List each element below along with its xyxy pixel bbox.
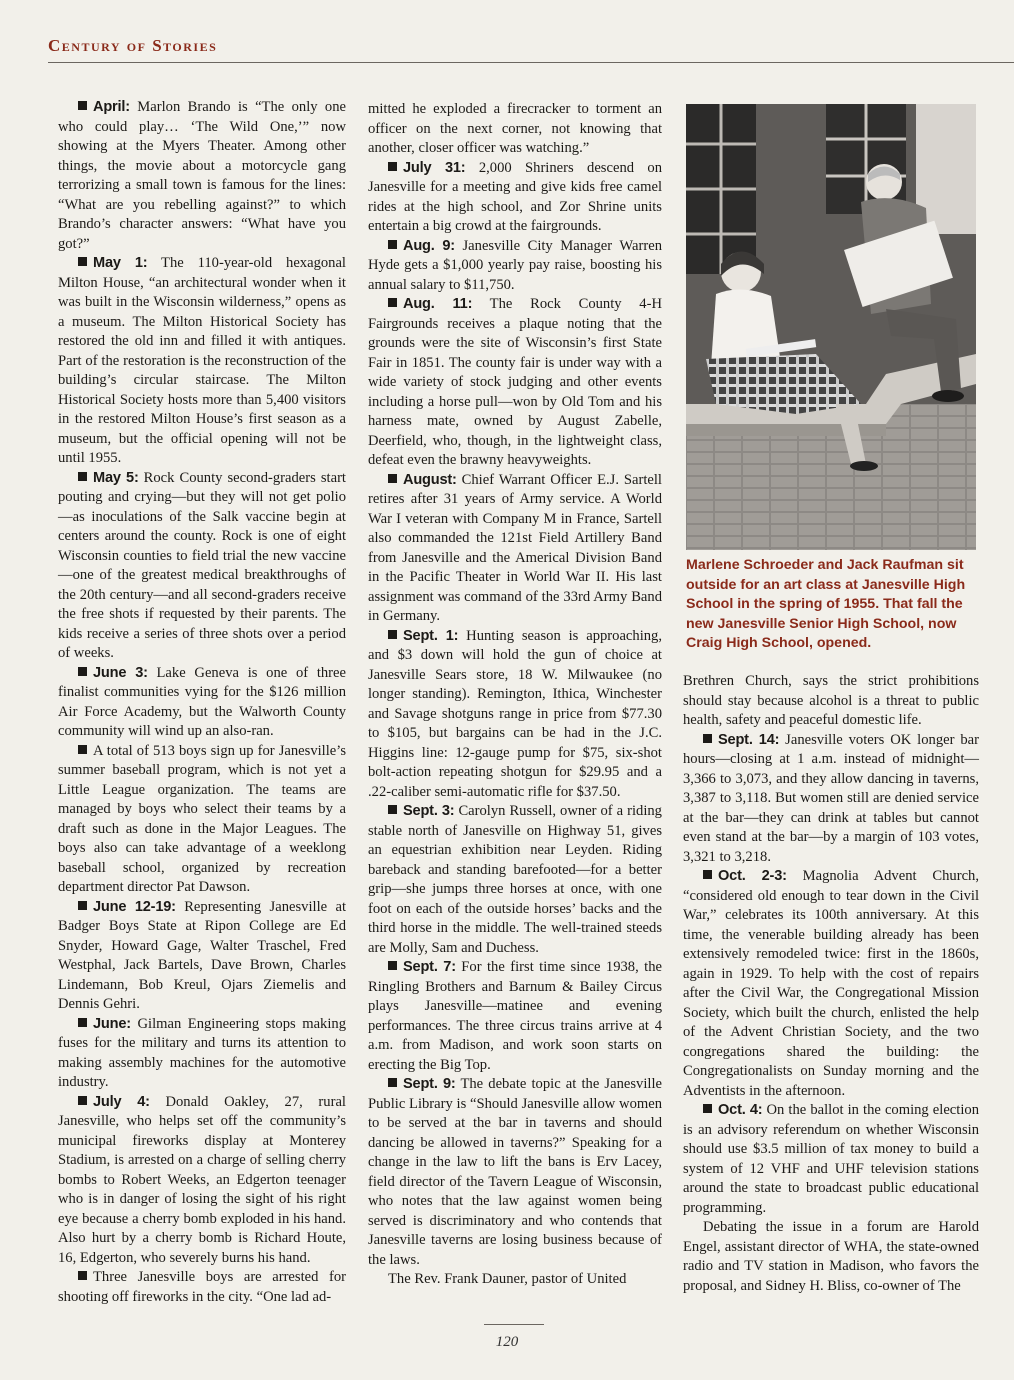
entry-text: Debating the issue in a forum are Harold Engel, assistant director of WHA, the state-owned radio and TV station in Madison, who favors the proposal, and Sidney H. Bliss, co-owner of The [683, 1219, 979, 1294]
article-paragraph [683, 672, 979, 731]
entry-text: Carolyn Russell, owner of a riding stable north of Janesville on Highway 51, gives an equestrian exhibition near Leyden. Riding bareback and standing barefooted—for a better grip—she jumps three horses at once, with one foot on each of the outside horses’ backs and the third horse in the middle. The well-trained steeds are Molly, Sam and Duchess. [368, 803, 662, 956]
entry-date: June 3: [93, 664, 148, 681]
article-paragraph [368, 958, 662, 1075]
entry-text: Chief Warrant Officer E.J. Sartell retires after 31 years of Army service. A World War I veteran with Company M in France, Sartell also commanded the 121st Field Artillery Band from Janesville and the Americal Division Band in the Pacific Theater in World War II. His last assignment was command of the 33rd Army Band in Germany. [368, 471, 662, 624]
bullet-square-icon [703, 1104, 712, 1113]
bullet-square-icon [388, 630, 397, 639]
entry-date: July 31: [403, 159, 466, 176]
entry-date: August: [403, 471, 457, 488]
entry-date: July 4: [93, 1093, 150, 1110]
entry-date: Sept. 1: [403, 627, 459, 644]
entry-text: Donald Oakley, 27, rural Janesville, who helps set off the community’s municipal fireworks display at Monterey Stadium, is arrested on a charge of selling cherry bombs to Robert Weeks, an Edgerton teenager who is in danger of losing the sight of his right eye because a cherry bomb exploded in his hand. Also hurt by a cherry bomb is Richard Houte, 16, Edgerton, who severely burns his hand. [58, 1093, 346, 1266]
entry-text: Representing Janesville at Badger Boys State at Ripon College are Ed Snyder, Howard Gage, Walter Traschel, Fred Westphal, Jack Bartels, Dave Brown, Charles Lindemann, Bob Kreul, Ojars Ziemelis and Dennis Gehri. [58, 898, 347, 1012]
bullet-square-icon [703, 870, 712, 879]
article-paragraph [683, 1101, 979, 1218]
header-rule [48, 62, 1014, 63]
bullet-square-icon [388, 162, 397, 171]
article-paragraph [58, 898, 346, 1015]
bullet-square-icon [78, 472, 87, 481]
article-paragraph [368, 159, 662, 237]
entry-text: The 110-year-old hexagonal Milton House, “an architectural wonder when it was built in the Wisconsin wilderness,” opens as a museum. The Milton Historical Society has restored the old inn and filled it with antiques. Part of the restoration is the reconstruction of the building’s circular staircase. The Milton Historical Society hosts more than 5,400 visitors in the restored Milton House’s first season as a museum, but the official opening will not be until 1955. [58, 255, 346, 466]
entry-text: mitted he exploded a firecracker to torment an officer on the next corner, not knowing that another, closer officer was watching.” [368, 101, 662, 156]
bullet-square-icon [388, 1078, 397, 1087]
bullet-square-icon [388, 805, 397, 814]
article-paragraph [368, 295, 662, 471]
bullet-square-icon [388, 240, 397, 249]
bullet-square-icon [78, 101, 87, 110]
article-paragraph [58, 1268, 346, 1307]
entry-text: Lake Geneva is one of three finalist communities vying for the $126 million Air Force Academy, but the Walworth County community will wind up an also-ran. [58, 664, 346, 739]
entry-text: Janesville voters OK longer bar hours—closing at 1 a.m. instead of midnight—3,366 to 3,073, and they allow dancing in taverns, 3,387 to 3,118. But women still are denied service at the bar—they can drink at tables but cannot even stand at the bar—by a margin of 103 votes, 3,321 to 3,218. [683, 731, 979, 865]
running-header: Century of Stories [48, 36, 218, 55]
entry-text: A total of 513 boys sign up for Janesville’s summer baseball program, which is not yet a Little League organization. The teams are managed by boys who select their teams by a draft such as done in the Major Leagues. The boys also can take advantage of a weeklong baseball school, organized by recreation department director Pat Dawson. [58, 742, 346, 895]
article-paragraph [683, 1218, 979, 1296]
entry-text: Three Janesville boys are arrested for shooting off fireworks in the city. “One lad ad- [58, 1269, 346, 1305]
entry-text: Marlon Brando is “The only one who could play… ‘The Wild One,’” now showing at the Myers Theater. Among other things, the movie about a motorcycle gang terrorizing a small town is famous for the lines: “What are you rebelling against?” to which Brando’s character answers: “What have you got?” [58, 99, 346, 252]
bullet-square-icon [388, 474, 397, 483]
bullet-square-icon [78, 667, 87, 676]
entry-date: Oct. 4: [718, 1102, 763, 1118]
entry-text: The debate topic at the Janesville Public Library is “Should Janesville allow women to be served at the bar in taverns and should dancing be allowed in taverns?” Speaking for a change in the law to lift the bans is Erv Lacey, field director of the Tavern League of Wisconsin, who notes that the law against women being served is discriminatory and who contends that Janesville taverns are losing business because of the laws. [368, 1076, 662, 1268]
article-paragraph [368, 1270, 662, 1290]
entry-date: May 5: [93, 469, 139, 486]
entry-date: Sept. 3: [403, 803, 455, 819]
article-paragraph [58, 1015, 346, 1093]
entry-date: Sept. 14: [718, 731, 780, 748]
page-number: 120 [495, 1334, 519, 1350]
entry-text: For the first time since 1938, the Ringling Brothers and Barnum & Bailey Circus plays Janesville—matinee and evening performances. The three circus trains arrive at 4 a.m. from Madison, and work soon starts on erecting the Big Top. [368, 959, 662, 1073]
bullet-square-icon [388, 961, 397, 970]
bullet-square-icon [78, 1018, 87, 1027]
entry-date: Oct. 2-3: [718, 868, 787, 884]
article-paragraph [58, 469, 346, 664]
entry-text: Janesville City Manager Warren Hyde gets a $1,000 yearly pay raise, boosting his annual salary to $11,750. [368, 237, 662, 293]
article-paragraph [58, 254, 346, 469]
bullet-square-icon [78, 901, 87, 910]
bullet-square-icon [78, 1271, 87, 1280]
bullet-square-icon [78, 1096, 87, 1105]
column-2 [368, 100, 662, 1290]
folio-rule [484, 1324, 544, 1325]
entry-date: June: [93, 1015, 131, 1032]
article-paragraph [368, 1075, 662, 1270]
bullet-square-icon [703, 734, 712, 743]
article-paragraph [58, 1093, 346, 1269]
bullet-square-icon [78, 745, 87, 754]
article-paragraph [58, 98, 346, 254]
entry-text: The Rock County 4-H Fairgrounds receives a plaque noting that the grounds were the site of Wisconsin’s first State Fair in 1851. The county fair is under way with a wide variety of stock judging and other events including a horse pull—won by Old Tom and his harness mate, owned by August Zabelle, Deerfield, who, though, in the lightweight class, defeat even the brawny heavyweights. [368, 296, 662, 468]
entry-text: On the ballot in the coming election is an advisory referendum on whether Wisconsin should use $3.5 million of tax money to build a system of 12 VHF and UHF television stations around the state to broadcast public educational programming. [683, 1102, 979, 1216]
photo-art-class [686, 104, 976, 550]
photo-illustration [686, 104, 976, 550]
entry-text: Magnolia Advent Church, “considered old enough to tear down in the Civil War,” celebrates its 100th anniversary. At this time, the venerable building already has been extensively remodeled twice: first in the 1860s, again in 1929. To help with the cost of repairs after the Civil War, the Congregational Mission Society, which built the church, enlisted the help of the Advent Christian Society, and the two congregations shared the building: the Congregationalists on Sunday morning and the Adventists in the afternoon. [683, 868, 979, 1099]
entry-text: Gilman Engineering stops making fuses for the military and turns its attention to making assembly machines for the automotive industry. [58, 1015, 346, 1090]
entry-date: May 1: [93, 255, 148, 271]
article-paragraph [368, 627, 662, 803]
entry-text: Rock County second-graders start pouting and crying—but they will not get polio—as inoculations of the Salk vaccine begin at centers around the county. Rock is one of eight Wisconsin counties to field trial the new vaccine—one of the greatest medical breakthroughs of the 20th century—and all second-graders receive the free shots if requested by their parents. The kids receive a series of three shots over a period of weeks. [58, 469, 346, 661]
photo-caption: Marlene Schroeder and Jack Raufman sit outside for an art class at Janesville High School in the spring of 1955. That fall the new Janesville Senior High School, now Craig High School, opened. [686, 557, 966, 652]
entry-text: Hunting season is approaching, and $3 down will hold the gun of choice at Janesville Sears store, 18 W. Milwaukee (no longer standing). Remington, Ithica, Winchester and Savage shotguns range in price from $77.30 to $105, but bargains can be had in the J.C. Higgins line: 12-gauge pump for $75, six-shot bolt-action repeating shotgun for $29.95 and a .22-caliber semi-automatic rifle for $37.50. [368, 627, 662, 800]
entry-text: Brethren Church, says the strict prohibitions should stay because alcohol is a threat to public health, safety and peaceful domestic life. [683, 673, 979, 728]
article-paragraph [683, 731, 979, 868]
article-paragraph [368, 100, 662, 159]
article-paragraph [368, 237, 662, 296]
bullet-square-icon [388, 298, 397, 307]
entry-text: 2,000 Shriners descend on Janesville for a meeting and give kids free camel rides at the high school, and Zor Shrine units entertain a big crowd at the fairgrounds. [368, 159, 662, 234]
column-1 [58, 98, 346, 1307]
bullet-square-icon [78, 257, 87, 266]
column-3 [683, 672, 979, 1296]
article-paragraph [368, 471, 662, 627]
entry-text: The Rev. Frank Dauner, pastor of United [388, 1271, 627, 1287]
article-paragraph [683, 867, 979, 1101]
entry-date: Aug. 9: [403, 237, 455, 254]
entry-date: Sept. 9: [403, 1076, 456, 1092]
article-paragraph [58, 742, 346, 898]
article-paragraph [368, 802, 662, 958]
article-paragraph [58, 664, 346, 742]
entry-date: April: [93, 99, 130, 115]
entry-date: Aug. 11: [403, 296, 473, 312]
entry-date: June 12-19: [93, 898, 176, 915]
entry-date: Sept. 7: [403, 959, 456, 975]
